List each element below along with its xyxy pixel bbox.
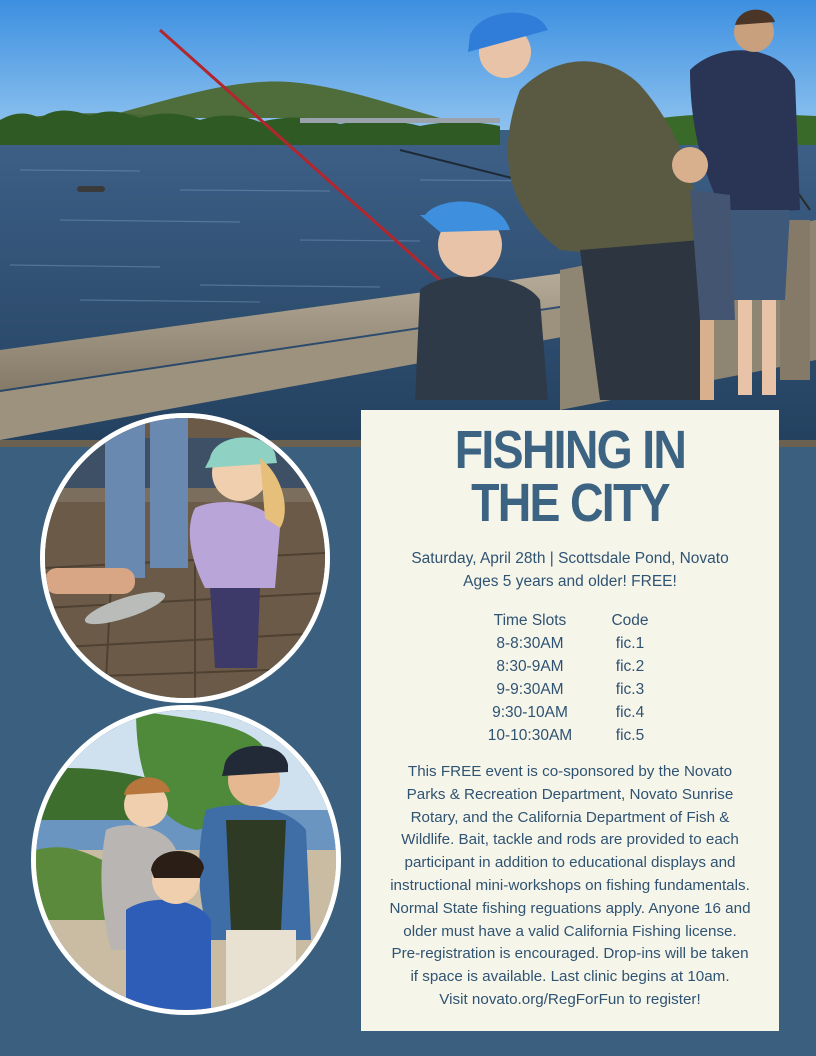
family-with-bait-illustration	[36, 710, 336, 1010]
slot-code: fic.1	[615, 635, 645, 652]
description-line: Parks & Recreation Department, Novato Sunrise	[406, 785, 734, 803]
schedule-row	[470, 632, 670, 655]
description-line: Rotary, and the California Department of Fish &	[410, 808, 730, 826]
description-line: Wildlife. Bait, tackle and rods are provided to each	[401, 831, 739, 849]
title-line-2: THE CITY	[471, 473, 669, 533]
description-line: Normal State fishing reguations apply. Anyone 16 and	[389, 899, 751, 917]
event-description	[367, 761, 773, 1012]
schedule-table	[470, 609, 670, 747]
slot-code: fic.4	[615, 704, 645, 721]
registration-link-line: Visit novato.org/RegForFun to register!	[439, 990, 701, 1008]
schedule-row	[470, 655, 670, 678]
description-line: instructional mini-workshops on fishing fundamentals.	[390, 876, 750, 894]
description-line: Pre-registration is encouraged. Drop-ins will be taken	[391, 945, 749, 963]
time-slot: 9:30-10AM	[492, 704, 568, 721]
description-line: older must have a valid California Fishing license.	[403, 922, 737, 940]
hero-photo-illustration	[0, 0, 816, 447]
description-line: participant in addition to educational displays and	[404, 854, 736, 872]
event-ages: Ages 5 years and older! FREE!	[463, 573, 677, 590]
time-slots-header: Time Slots	[493, 612, 567, 629]
girl-with-fish-illustration	[45, 418, 325, 698]
schedule-row	[470, 678, 670, 701]
title-line-1: FISHING IN	[454, 420, 686, 480]
time-slot: 8-8:30AM	[496, 635, 564, 652]
schedule-header-row	[470, 609, 670, 632]
slot-code: fic.3	[615, 681, 645, 698]
page-title	[390, 420, 749, 533]
hero-photo	[0, 0, 816, 447]
time-slot: 9-9:30AM	[496, 681, 564, 698]
schedule-row	[470, 701, 670, 724]
description-line: if space is available. Last clinic begins at 10am.	[410, 968, 730, 986]
description-line: This FREE event is co-sponsored by the Novato	[407, 763, 733, 780]
family-with-bait-photo	[31, 705, 341, 1015]
event-info-panel	[361, 410, 779, 1031]
schedule-row	[470, 724, 670, 747]
time-slot: 10-10:30AM	[487, 727, 573, 744]
time-slot: 8:30-9AM	[496, 658, 564, 675]
girl-with-fish-photo	[40, 413, 330, 703]
code-header: Code	[611, 612, 649, 629]
event-date-location: Saturday, April 28th | Scottsdale Pond, Novato	[411, 550, 729, 567]
slot-code: fic.2	[615, 658, 645, 675]
slot-code: fic.5	[615, 727, 645, 744]
